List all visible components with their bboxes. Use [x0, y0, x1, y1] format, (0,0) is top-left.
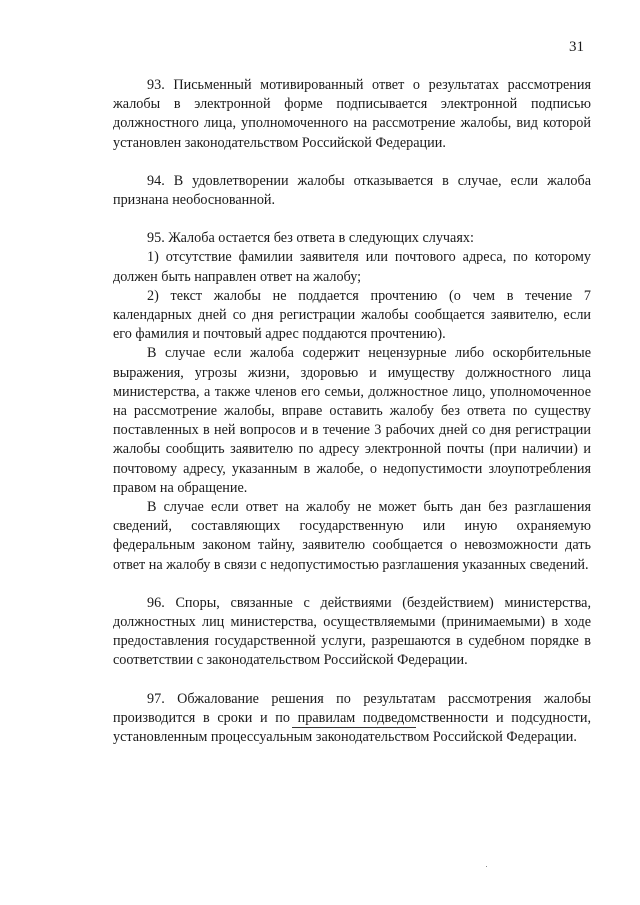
paragraph-gap: [113, 153, 591, 172]
paragraph-94: 94. В удовлетворении жалобы отказывается в случае, если жалоба признана необоснованной.: [113, 172, 591, 209]
paragraph-95-item-2: 2) текст жалобы не поддается прочтению (о чем в течение 7 календарных дней со дня регистрации жалобы сообщается заявителю, если его фамилия и почтовый адрес поддаются прочтению).: [113, 287, 591, 343]
paragraph-gap: [113, 671, 591, 690]
paragraph-96: 96. Споры, связанные с действиями (бездействием) министерства, должностных лиц министерства, осуществляемыми (принимаемыми) в ходе предоставления государственной услуги, разрешаются в судебном порядке в соответствии с законодательством Российской Федерации.: [113, 594, 591, 669]
page-number: 31: [569, 39, 584, 55]
document-body: [113, 76, 591, 747]
end-rule: [292, 727, 416, 728]
paragraph-95-secret-case: В случае если ответ на жалобу не может быть дан без разглашения сведений, составляющих государственную или иную охраняемую федеральным законом тайну, заявителю сообщается о невозможности дать ответ на жалобу в связи с недопустимостью разглашения указанных сведений.: [113, 499, 591, 573]
paragraph-gap: [113, 210, 591, 229]
paragraph-93: 93. Письменный мотивированный ответ о результатах рассмотрения жалобы в электронной форме подписывается электронной подписью должностного лица, уполномоченного на рассмотрение жалобы, вид которой установлен законодательством Российской Федерации.: [113, 77, 591, 151]
paragraph-95-offensive-case: В случае если жалоба содержит нецензурные либо оскорбительные выражения, угрозы жизни, здоровью и имуществу должностного лица министерства, а также членов его семьи, должностное лицо, уполномоченное на рассмотрение жалобы, вправе оставить жалобу без ответа по существу поставленных в ней вопросов и в течение 3 рабочих дней со дня регистрации жалобы сообщить заявителю по адресу электронной почты (при наличии) и почтовому адресу, указанным в жалобе, о недопустимости злоупотребления правом на обращение.: [113, 345, 591, 496]
paragraph-95-item-1: 1) отсутствие фамилии заявителя или почтового адреса, по которому должен быть направлен ответ на жалобу;: [113, 249, 591, 285]
paragraph-95: 95. Жалоба остается без ответа в следующих случаях:: [147, 230, 474, 247]
scan-speck: [486, 866, 487, 867]
paragraph-97: 97. Обжалование решения по результатам рассмотрения жалобы производится в сроки и по правилам подведомственности и подсудности, установленным процессуальным законодательством Российской Федерации.: [113, 690, 591, 746]
paragraph-gap: [113, 575, 591, 594]
